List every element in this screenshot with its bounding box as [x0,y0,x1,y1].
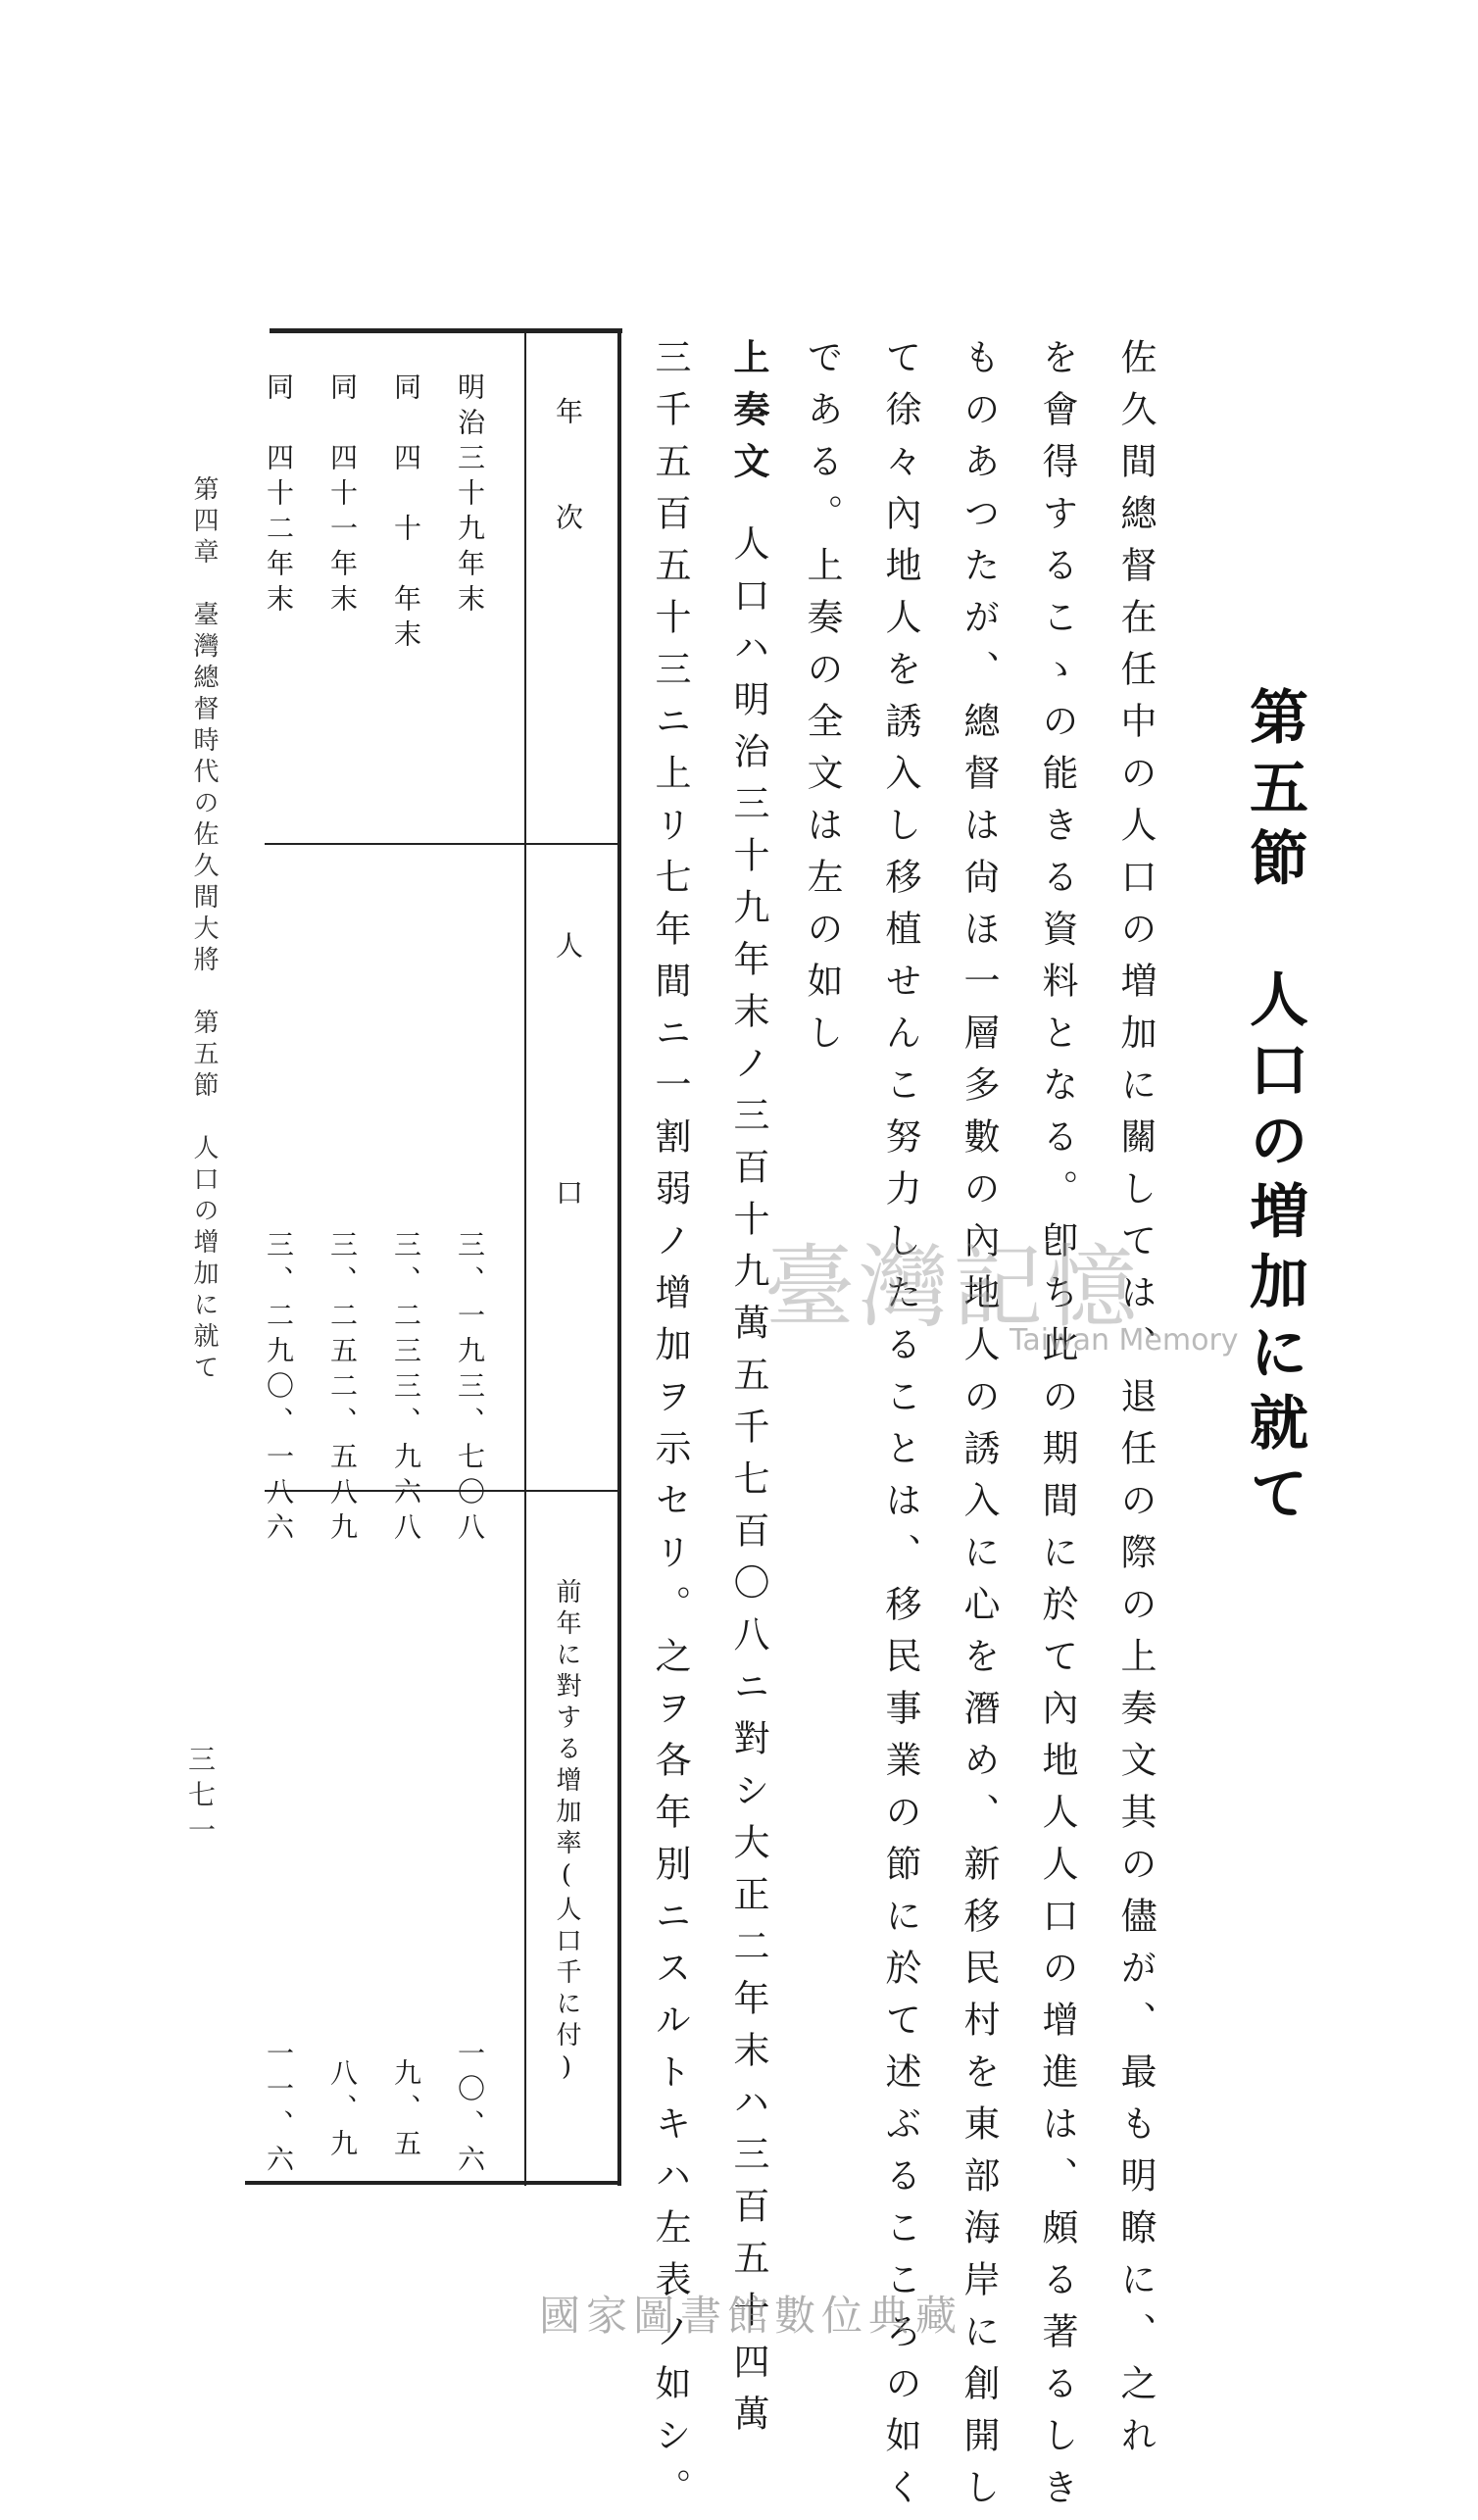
memorial-line-1: 人口ハ明治三十九年末ノ三百十九萬五千七百〇八ニ對シ大正二年末ハ三百五十四萬 [727,524,769,2446]
watermark-logo: 臺灣記憶 [764,1235,1142,1340]
table-row-rate: 九、五 [390,2058,422,2164]
memorial-label: 上奏文 [727,338,769,494]
table-row-rate: 八、九 [326,2058,359,2164]
paragraph-line-2: を會得するこゝの能きる資料となる。卽ち此の期間に於て內地人人口の增進は、頗る著るしき [1036,338,1078,2520]
table-header-population: 人 口 [552,931,584,1213]
paragraph-line-4: て徐々內地人を誘入し移植せんこ努力したることは、移民事業の節に於て述ぶるこころの如く [879,338,921,2520]
paragraph-line-5: である。上奏の全文は左の如し [801,338,843,1065]
table-right-rule [617,328,621,2186]
table-header-rate: 前年に對する增加率(人口千に付) [552,1578,581,2088]
table-header-year: 年 次 [552,397,584,538]
paragraph-line-1: 佐久間總督在任中の人口の増加に關しては、退任の際の上奏文其の儘が、最も明瞭に、之れ [1114,338,1157,2468]
footer-watermark: 國家圖書館數位典藏 [539,2292,963,2340]
table-header-divider [524,328,526,2186]
section-heading: 第五節 人口の増加に就て [1240,686,1308,1533]
page-number: 三七一 [184,1745,217,1851]
table-row-rate: 一一、六 [263,2039,295,2180]
paragraph-line-3: ものあつたが、總督は尙ほ一層多數の內地人の誘入に心を潛め、新移民村を東部海岸に創開し [958,338,1000,2520]
memorial-line-2: 三千五百五十三ニ上リ七年間ニ一割弱ノ增加ヲ示セリ。之ヲ各年別ニスルトキハ左表ノ如シ。 [649,338,691,2520]
table-row-year: 同 四 十 年末 [390,372,422,655]
table-row-population: 三、二五二、五八九 [326,1230,359,1548]
table-bottom-rule [245,2181,621,2185]
table-row-population: 三、一九三、七〇八 [454,1230,486,1548]
table-row-year: 同 四十二年末 [263,372,295,619]
table-row-population: 三、二三三、九六八 [390,1230,422,1548]
watermark-subtitle: Taiwan Memory [1010,1323,1239,1358]
table-row-rate: 一〇、六 [454,2039,486,2180]
table-col-divider-1 [265,843,619,845]
table-row-year: 同 四十一年末 [326,372,359,619]
running-footer: 第四章 臺灣總督時代の佐久間大將 第五節 人口の增加に就て [189,475,219,1385]
table-row-population: 三、二九〇、一八六 [263,1230,295,1548]
table-row-year: 明治三十九年末 [454,372,486,619]
table-col-divider-2 [265,1490,619,1492]
table-top-rule [270,328,622,333]
